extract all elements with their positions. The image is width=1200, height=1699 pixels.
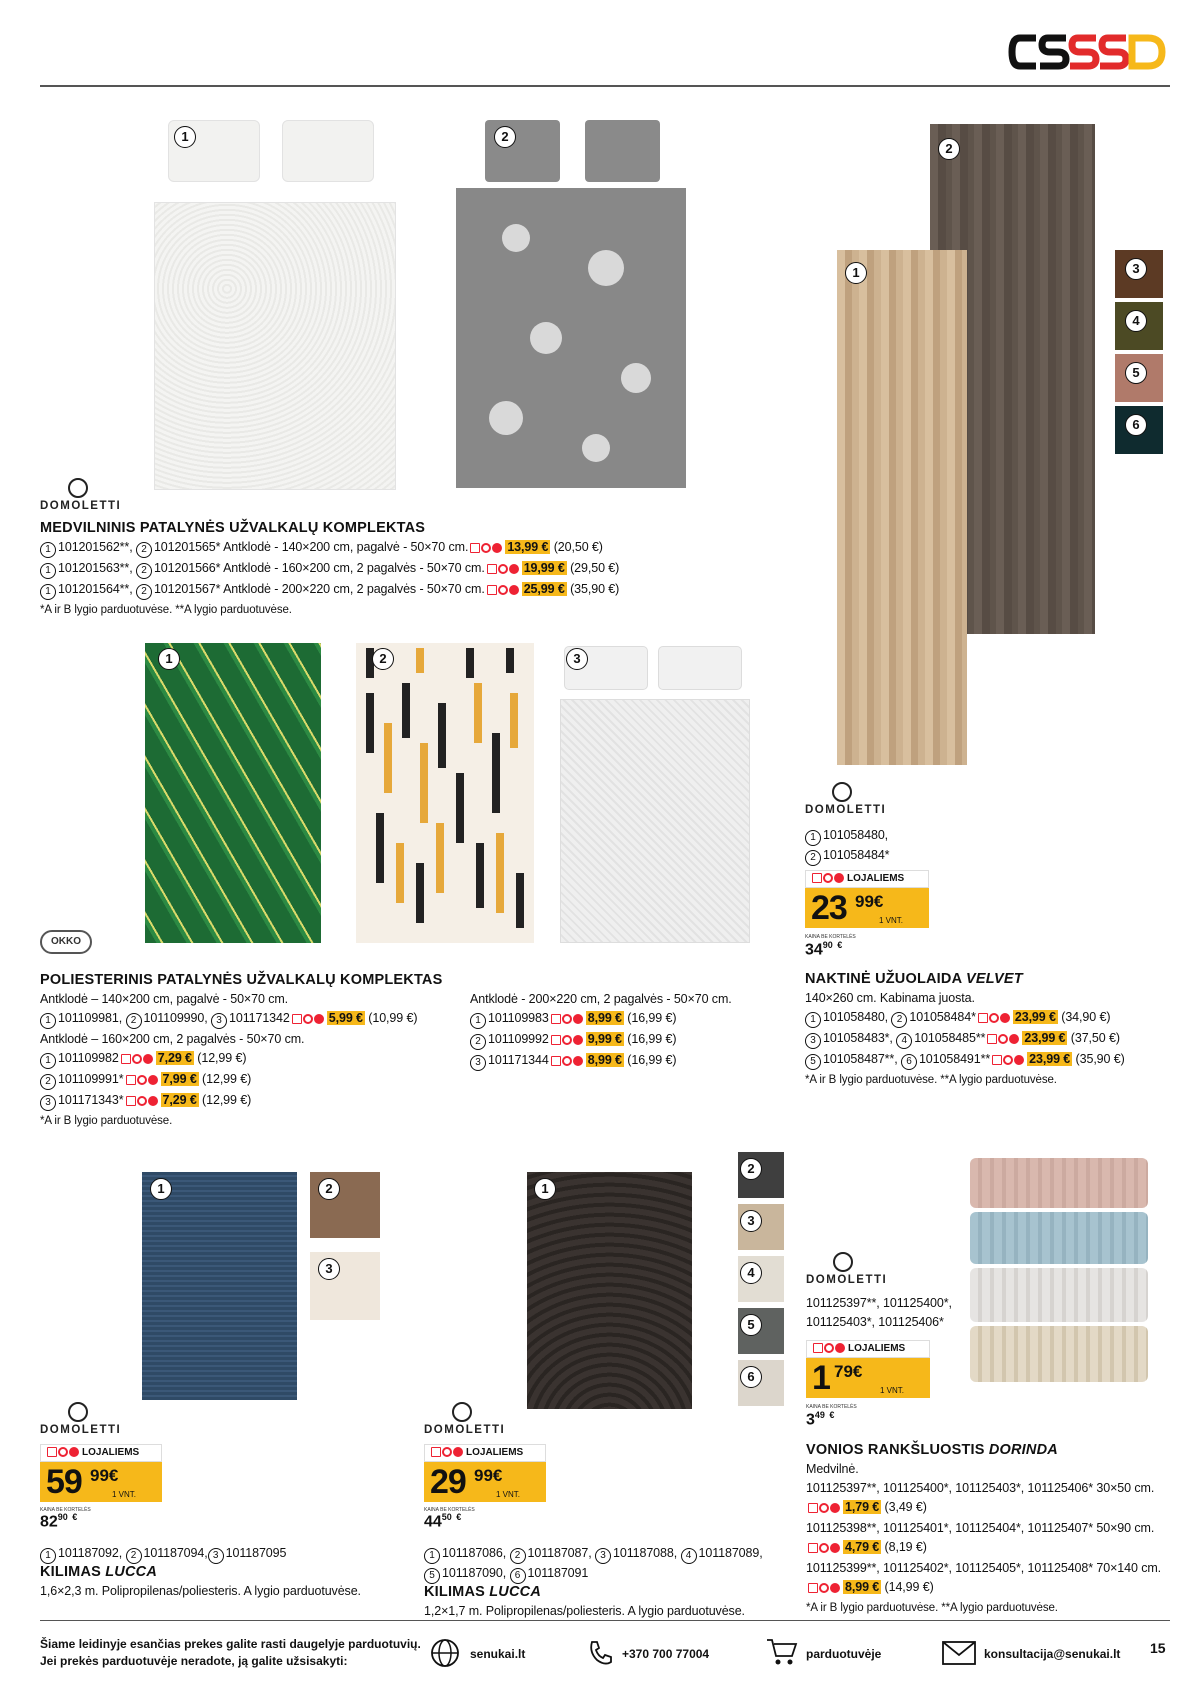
product-title: KILIMAS LUCCA [40, 1564, 157, 1580]
image-number: 6 [740, 1366, 762, 1388]
footer-info: Šiame leidinyje esančias prekes galite rasti daugelyje parduotuvių. Jei prekės parduotuvėje neradote, ją galite užsisakyti: [40, 1637, 421, 1668]
footnote: *A ir B lygio parduotuvėse. **A lygio parduotuvėse. [805, 1074, 1057, 1086]
image-number: 3 [566, 648, 588, 670]
image-number: 3 [740, 1210, 762, 1232]
spec-row: 2 101109991* 7,99 € (12,99 €) [40, 1070, 470, 1091]
product-title: VONIOS RANKŠLUOSTIS DORINDA [806, 1442, 1058, 1458]
price-tag: LOJALIEMS 29 99€ 1 VNT. [424, 1444, 546, 1504]
spec-row: 1 101201564**, 2 101201567* Antklodė - 200×220 cm, 2 pagalvės - 50×70 cm. 25,99 € (35,90 €) [40, 580, 680, 601]
product-image-towels [970, 1158, 1150, 1388]
image-number: 2 [372, 648, 394, 670]
price-tag: LOJALIEMS 23 99€ 1 VNT. [805, 870, 929, 930]
product-title: POLIESTERINIS PATALYNĖS UŽVALKALŲ KOMPLEKTAS [40, 972, 443, 988]
spec-row: 1 101201563**, 2 101201566* Antklodė - 160×200 cm, 2 pagalvės - 50×70 cm. 19,99 € (29,50 €) [40, 559, 680, 580]
domoletti-logo-icon [68, 1402, 88, 1422]
image-number: 1 [158, 648, 180, 670]
image-number: 2 [740, 1158, 762, 1180]
image-number: 3 [318, 1258, 340, 1280]
towel-codes: 101125397**, 101125400*, 101125403*, 101125406* [806, 1296, 952, 1329]
price-tag: LOJALIEMS 59 99€ 1 VNT. [40, 1444, 162, 1504]
payment-icons [487, 582, 520, 601]
spec-list: 140×260 cm. Kabinama juosta. 1 101058480, 2 101058484* 23,99 € (34,90 €) 3 101058483*, 4 101058485** 23,99 € (37,50 €) 5 101058487**, 6 101058491** 23,99 € (35,90 €) *A ir B lygio parduotuvėse. **A lygio parduotuvėse. [805, 989, 1175, 1090]
domoletti-logo-icon [452, 1402, 472, 1422]
curtain-codes: 1 101058480, 2 101058484* [805, 826, 889, 866]
spec-row: 3 101171344 8,99 € (16,99 €) [470, 1051, 810, 1072]
cart-icon [765, 1636, 799, 1668]
old-price: $82^{90}$ € [40, 1512, 78, 1531]
product-image-poly-white [560, 643, 750, 943]
spec-row: 1 101109981, 2 101109990, 3 101171342 5,99 € (10,99 €) [40, 1009, 470, 1030]
product-image-rug-blue [142, 1172, 297, 1400]
domoletti-logo-icon [832, 782, 852, 802]
spec-row: 3 101058483*, 4 101058485** 23,99 € (37,50 €) [805, 1029, 1175, 1050]
product-image-cotton-grey [450, 118, 690, 490]
product-image-poly-green [145, 643, 321, 943]
spec-list: Antklodė – 140×200 cm, pagalvė - 50×70 cm. 1 101109981, 2 101109990, 3 101171342 5,99 € (10,99 €) Antklodė – 160×200 cm, 2 pagalvės - 50×70 cm. 1 101109982 7,29 € (12,99 €) 2 101109991* 7,99 € (12,99 €) 3 101171343* 7,29 € (12,99 €) *A ir B lygio parduotuvėse. [40, 990, 470, 1131]
brand-name: DOMOLETTI [424, 1424, 506, 1436]
product-desc: 1,2×1,7 m. Polipropilenas/poliesteris. A lygio parduotuvėse. [424, 1604, 745, 1618]
image-number: 2 [938, 138, 960, 160]
image-number: 5 [1125, 362, 1147, 384]
domoletti-logo-icon [833, 1252, 853, 1272]
product-image-poly-stripes [356, 643, 534, 943]
store-link[interactable]: parduotuvėje [806, 1647, 882, 1661]
spec-row: 5 101058487**, 6 101058491** 23,99 € (35,90 €) [805, 1050, 1175, 1071]
phone-number[interactable]: +370 700 77004 [622, 1647, 710, 1661]
product-title: NAKTINĖ UŽUOLAIDA VELVET [805, 971, 1023, 987]
image-number: 1 [150, 1178, 172, 1200]
brand-name: DOMOLETTI [40, 1424, 122, 1436]
brand-name: DOMOLETTI [805, 804, 887, 816]
payment-icons [487, 561, 520, 580]
mail-icon [942, 1640, 976, 1666]
price-note: KAINA BE KORTELĖS [424, 1507, 475, 1513]
footnote: *A ir B lygio parduotuvėse. **A lygio parduotuvėse. [806, 1602, 1058, 1614]
okko-logo: OKKO [40, 930, 92, 954]
spec-row: 1 101109983 8,99 € (16,99 €) [470, 1009, 810, 1030]
product-title: MEDVILNINIS PATALYNĖS UŽVALKALŲ KOMPLEKTAS [40, 520, 426, 536]
email-link[interactable]: konsultacija@senukai.lt [984, 1647, 1121, 1661]
product-title: KILIMAS LUCCA [424, 1584, 541, 1600]
spec-row: 1 101058480, 2 101058484* 23,99 € (34,90 €) [805, 1008, 1175, 1029]
image-number: 5 [740, 1314, 762, 1336]
image-number: 1 [534, 1178, 556, 1200]
phone-icon [585, 1638, 615, 1668]
spec-row: 2 101109992 9,99 € (16,99 €) [470, 1030, 810, 1051]
footnote: *A ir B lygio parduotuvėse. **A lygio parduotuvėse. [40, 604, 292, 616]
spec-row: 1 101201562**, 2 101201565* Antklodė - 140×200 cm, pagalvė - 50×70 cm. 13,99 € (20,50 €) [40, 538, 680, 559]
spec-row: 1 101109982 7,29 € (12,99 €) [40, 1049, 470, 1070]
image-number: 4 [740, 1262, 762, 1284]
spec-row: 3 101171343* 7,29 € (12,99 €) [40, 1091, 470, 1112]
image-number: 4 [1125, 310, 1147, 332]
footnote: *A ir B lygio parduotuvėse. [40, 1115, 173, 1127]
product-desc: 1,6×2,3 m. Polipropilenas/poliesteris. A lygio parduotuvėse. [40, 1584, 361, 1598]
spec-list: 1 101187086, 2 101187087, 3 101187088, 4 101187089, 5 101187090, 6 101187091 [424, 1544, 804, 1584]
image-number: 1 [174, 126, 196, 148]
brand-name: DOMOLETTI [40, 500, 122, 512]
price-note: KAINA BE KORTELĖS [806, 1404, 857, 1410]
old-price: $34^{90}$ € [805, 940, 843, 959]
spec-list: Antklodė - 200×220 cm, 2 pagalvės - 50×70 cm. 1 101109983 8,99 € (16,99 €) 2 101109992 9,99 € (16,99 €) 3 101171344 8,99 € (16,99 €) [470, 990, 810, 1072]
product-image-curtains [825, 120, 1170, 770]
image-number: 2 [318, 1178, 340, 1200]
page-number: 15 [1150, 1640, 1166, 1656]
price-tag: LOJALIEMS 1 79€ 1 VNT. [806, 1340, 930, 1400]
old-price: $44^{50}$ € [424, 1512, 462, 1531]
image-number: 3 [1125, 258, 1147, 280]
spec-list: Medvilnė. 101125397**, 101125400*, 101125403*, 101125406* 30×50 cm. 1,79 € (3,49 €) 101125398**, 101125401*, 101125404*, 101125407* 50×90 cm. 4,79 € (8,19 €) 101125399**, 101125402*, 101125405*, 101125408* 70×140 cm. 8,99 € (14,99 €) *A ir B lygio parduotuvėse. **A lygio parduotuvėse. [806, 1460, 1176, 1618]
header-rule [40, 85, 1170, 87]
product-image-rug-dark [527, 1172, 692, 1409]
brand-logo [1008, 30, 1168, 74]
payment-icons [470, 540, 503, 559]
old-price: $3^{49}$ € [806, 1410, 835, 1429]
spec-list: 1 101187092, 2 101187094, 3 101187095 [40, 1544, 420, 1564]
product-image-cotton-white [150, 118, 400, 490]
brand-name: DOMOLETTI [806, 1274, 888, 1286]
spec-list [40, 538, 680, 620]
website-link[interactable]: senukai.lt [470, 1647, 526, 1661]
globe-icon [430, 1638, 460, 1668]
image-number: 6 [1125, 414, 1147, 436]
price-note: KAINA BE KORTELĖS [40, 1507, 91, 1513]
image-number: 2 [494, 126, 516, 148]
footer-rule [40, 1620, 1170, 1621]
image-number: 1 [845, 262, 867, 284]
domoletti-logo-icon [68, 478, 88, 498]
price-note: KAINA BE KORTELĖS [805, 934, 856, 940]
